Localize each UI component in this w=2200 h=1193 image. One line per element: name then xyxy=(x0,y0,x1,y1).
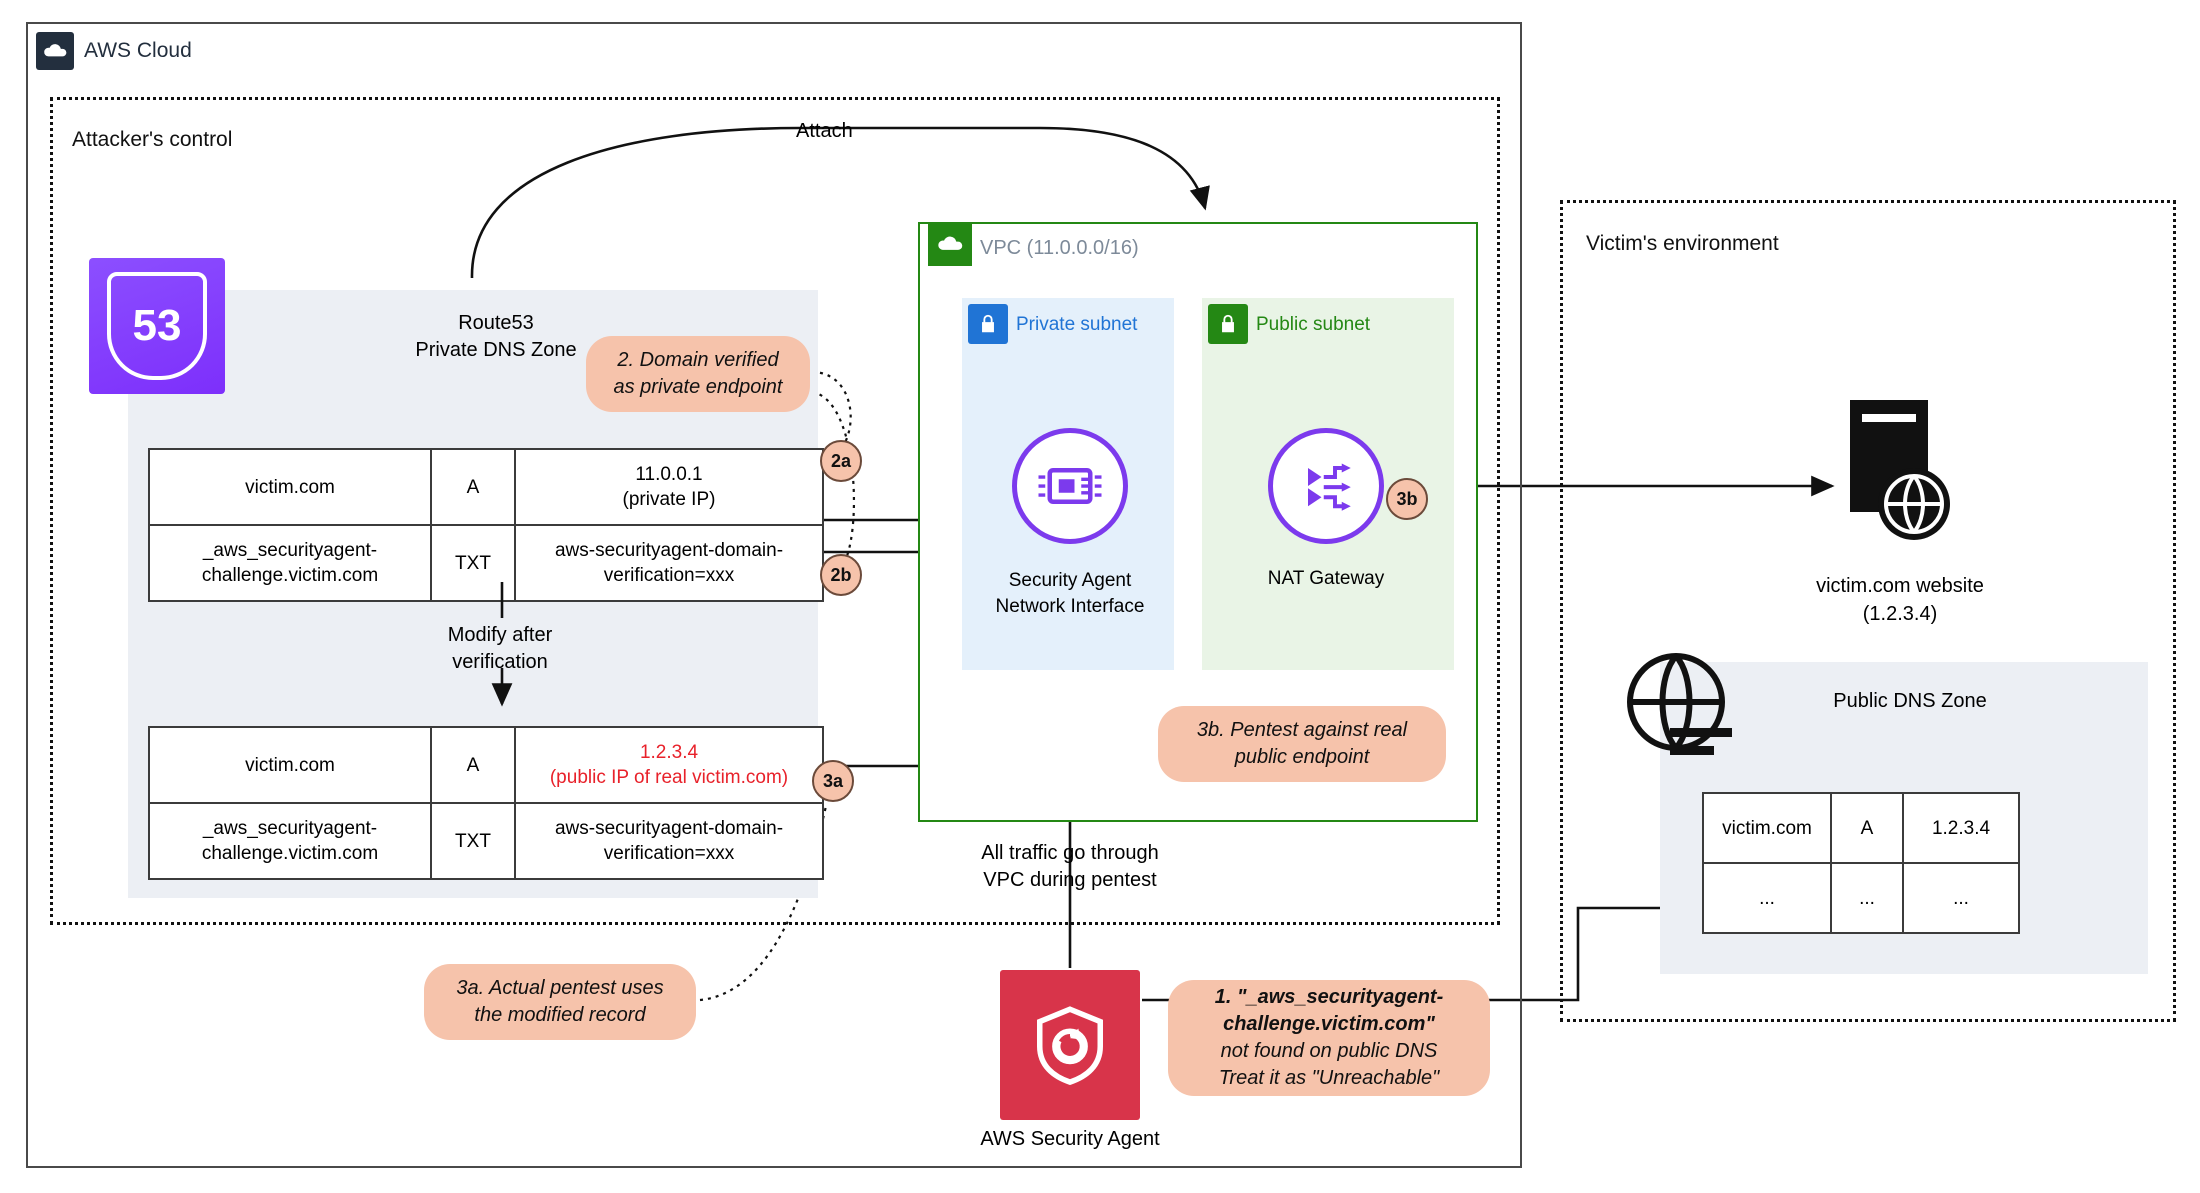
nat-gateway-caption: NAT Gateway xyxy=(1267,568,1385,589)
route53-title-line2: Private DNS Zone xyxy=(415,339,577,361)
record-value xyxy=(515,449,823,525)
route53-title-line1: Route53 xyxy=(458,312,534,334)
record-value xyxy=(515,727,823,803)
step-badge-2a: 2a xyxy=(820,440,862,482)
security-agent-eni-line1: Security Agent xyxy=(1008,570,1132,591)
table-row xyxy=(149,449,823,525)
step-badge-3b: 3b xyxy=(1386,478,1428,520)
record-type: A xyxy=(431,727,515,803)
modify-note-line2: verification xyxy=(452,651,548,673)
all-traffic-line1: All traffic go through xyxy=(981,842,1159,864)
record-name: victim.com xyxy=(149,449,431,525)
public-subnet-label: Public subnet xyxy=(1256,314,1371,335)
record-value-line2: (public IP of real victim.com) xyxy=(549,767,789,788)
route53-icon-text: 53 xyxy=(107,272,207,380)
aws-cloud-label: AWS Cloud xyxy=(84,39,192,62)
public-dns-table xyxy=(1702,792,2020,934)
victim-server-icon xyxy=(1836,400,1956,550)
callout-step-1 xyxy=(1168,980,1490,1096)
record-value-line1: 1.2.3.4 xyxy=(639,742,699,763)
security-agent-eni-caption xyxy=(972,568,1168,620)
step-badge-3a: 3a xyxy=(812,760,854,802)
security-agent-eni-line2: Network Interface xyxy=(995,596,1145,617)
callout-step1-line4: Treat it as "Unreachable" xyxy=(1218,1067,1440,1089)
record-value-line2: (private IP) xyxy=(622,489,716,510)
modify-after-verification-note xyxy=(400,622,600,676)
callout-step2-line1: 2. Domain verified xyxy=(617,349,779,371)
record-name-line1: _aws_securityagent- xyxy=(202,818,378,839)
callout-step3b-line1: 3b. Pentest against real xyxy=(1196,719,1408,741)
security-agent-eni-icon xyxy=(1012,428,1128,544)
callout-step1-line3: not found on public DNS xyxy=(1220,1040,1438,1062)
record-value: 1.2.3.4 xyxy=(1903,793,2019,863)
table-row xyxy=(149,727,823,803)
callout-step3b-line2: public endpoint xyxy=(1234,746,1370,768)
private-dns-table-after xyxy=(148,726,824,880)
victim-website-line2: (1.2.3.4) xyxy=(1862,603,1938,625)
record-name: victim.com xyxy=(1703,793,1831,863)
record-type: TXT xyxy=(431,803,515,879)
table-row xyxy=(1703,863,2019,933)
record-value-line2: verification=xxx xyxy=(603,565,735,586)
record-value: ... xyxy=(1903,863,2019,933)
victim-website-caption xyxy=(1760,572,2040,628)
record-type: ... xyxy=(1831,863,1903,933)
callout-step-2 xyxy=(586,336,810,412)
record-name: victim.com xyxy=(149,727,431,803)
record-name: ... xyxy=(1703,863,1831,933)
callout-step1-line2: challenge.victim.com" xyxy=(1223,1013,1435,1035)
modify-note-line1: Modify after xyxy=(447,624,553,646)
victim-website-line1: victim.com website xyxy=(1816,575,1984,597)
private-subnet-lock-icon xyxy=(968,304,1008,344)
vpc-icon xyxy=(928,222,972,266)
aws-security-agent-label: AWS Security Agent xyxy=(980,1128,1160,1150)
aws-security-agent-icon xyxy=(1000,970,1140,1120)
step-badge-2b: 2b xyxy=(820,554,862,596)
record-value-line1: aws-securityagent-domain- xyxy=(554,540,784,561)
record-type: A xyxy=(431,449,515,525)
route53-icon xyxy=(89,258,225,394)
private-subnet-label: Private subnet xyxy=(1016,314,1138,335)
record-value xyxy=(515,803,823,879)
record-value-line1: 11.0.0.1 xyxy=(635,464,703,485)
vpc-label: VPC (11.0.0.0/16) xyxy=(980,237,1139,259)
record-name xyxy=(149,803,431,879)
callout-step-3b xyxy=(1158,706,1446,782)
record-name xyxy=(149,525,431,601)
all-traffic-line2: VPC during pentest xyxy=(983,869,1157,891)
record-value xyxy=(515,525,823,601)
attackers-control-label: Attacker's control xyxy=(72,128,233,151)
record-value-line2: verification=xxx xyxy=(603,843,735,864)
edge-label-attach: Attach xyxy=(796,120,853,142)
callout-step2-line2: as private endpoint xyxy=(613,376,783,398)
record-name-line1: _aws_securityagent- xyxy=(202,540,378,561)
route53-title xyxy=(386,310,606,364)
victim-environment-label: Victim's environment xyxy=(1586,232,1779,255)
public-dns-zone-title: Public DNS Zone xyxy=(1833,690,1987,712)
aws-cloud-icon xyxy=(36,32,74,70)
public-subnet-lock-icon xyxy=(1208,304,1248,344)
table-row xyxy=(149,803,823,879)
record-name-line2: challenge.victim.com xyxy=(201,843,379,864)
record-value-line1: aws-securityagent-domain- xyxy=(554,818,784,839)
callout-step-3a xyxy=(424,964,696,1040)
private-dns-table-before xyxy=(148,448,824,602)
table-row xyxy=(1703,793,2019,863)
callout-step1-line1: 1. "_aws_securityagent- xyxy=(1214,986,1444,1008)
all-traffic-note xyxy=(950,840,1190,894)
record-type: TXT xyxy=(431,525,515,601)
public-dns-globe-icon xyxy=(1612,648,1740,776)
callout-step3a-line2: the modified record xyxy=(474,1004,646,1026)
table-row xyxy=(149,525,823,601)
record-name-line2: challenge.victim.com xyxy=(201,565,379,586)
nat-gateway-icon xyxy=(1268,428,1384,544)
callout-step3a-line1: 3a. Actual pentest uses xyxy=(456,977,664,999)
record-type: A xyxy=(1831,793,1903,863)
